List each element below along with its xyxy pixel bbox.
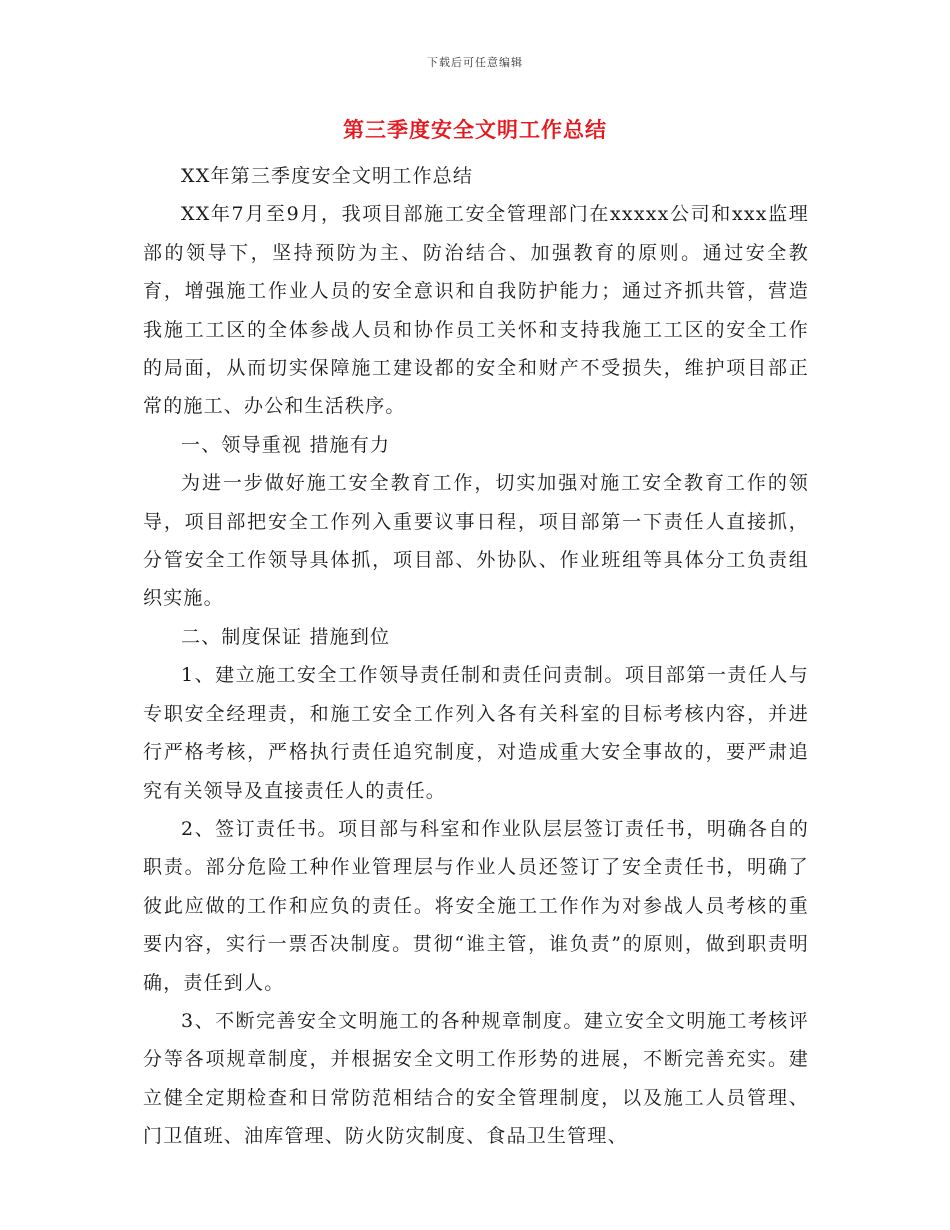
paragraph-subtitle: XX年第三季度安全文明工作总结 bbox=[181, 165, 474, 187]
header-note: 下载后可任意编辑 bbox=[427, 56, 523, 69]
section-heading-1: 一、领导重视 措施有力 bbox=[181, 433, 391, 456]
section-heading-2: 二、制度保证 措施到位 bbox=[181, 625, 391, 648]
document-body bbox=[143, 157, 809, 1156]
paragraph-section-1: 为进一步做好施工安全教育工作，切实加强对施工安全教育工作的领导，项目部把安全工作列入重要议事日程，项目部第一下责任人直接抓，分管安全工作领导具体抓，项目部、外协队、作业班组等具体分工负责组织实施。 bbox=[143, 472, 809, 610]
paragraph-item-1: 1、建立施工安全工作领导责任制和责任问责制。项目部第一责任人与专职安全经理责，和施工安全工作列入各有关科室的目标考核内容，并进行严格考核，严格执行责任追究制度，对造成重大安全事故的，要严肃追究有关领导及直接责任人的责任。 bbox=[143, 664, 809, 802]
document-title: 第三季度安全文明工作总结 bbox=[343, 118, 607, 142]
paragraph-item-2: 2、签订责任书。项目部与科室和作业队层层签订责任书，明确各自的职责。部分危险工种作业管理层与作业人员还签订了安全责任书，明确了彼此应做的工作和应负的责任。将安全施工工作作为对参战人员考核的重要内容，实行一票否决制度。贯彻“谁主管，谁负责”的原则，做到职责明确，责任到人。 bbox=[143, 817, 809, 994]
paragraph-intro: XX年7月至9月，我项目部施工安全管理部门在xxxxx公司和xxx监理部的领导下，坚持预防为主、防治结合、加强教育的原则。通过安全教育，增强施工作业人员的安全意识和自我防护能力；通过齐抓共管，营造我施工工区的全体参战人员和协作员工关怀和支持我施工工区的安全工作的局面，从而切实保障施工建设都的安全和财产不受损失，维护项目部正常的施工、办公和生活秩序。 bbox=[143, 203, 809, 418]
paragraph-item-3: 3、不断完善安全文明施工的各种规章制度。建立安全文明施工考核评分等各项规章制度，并根据安全文明工作形势的进展，不断完善充实。建立健全定期检查和日常防范相结合的安全管理制度，以及施工人员管理、门卫值班、油库管理、防火防灾制度、食品卫生管理、 bbox=[143, 1009, 809, 1148]
